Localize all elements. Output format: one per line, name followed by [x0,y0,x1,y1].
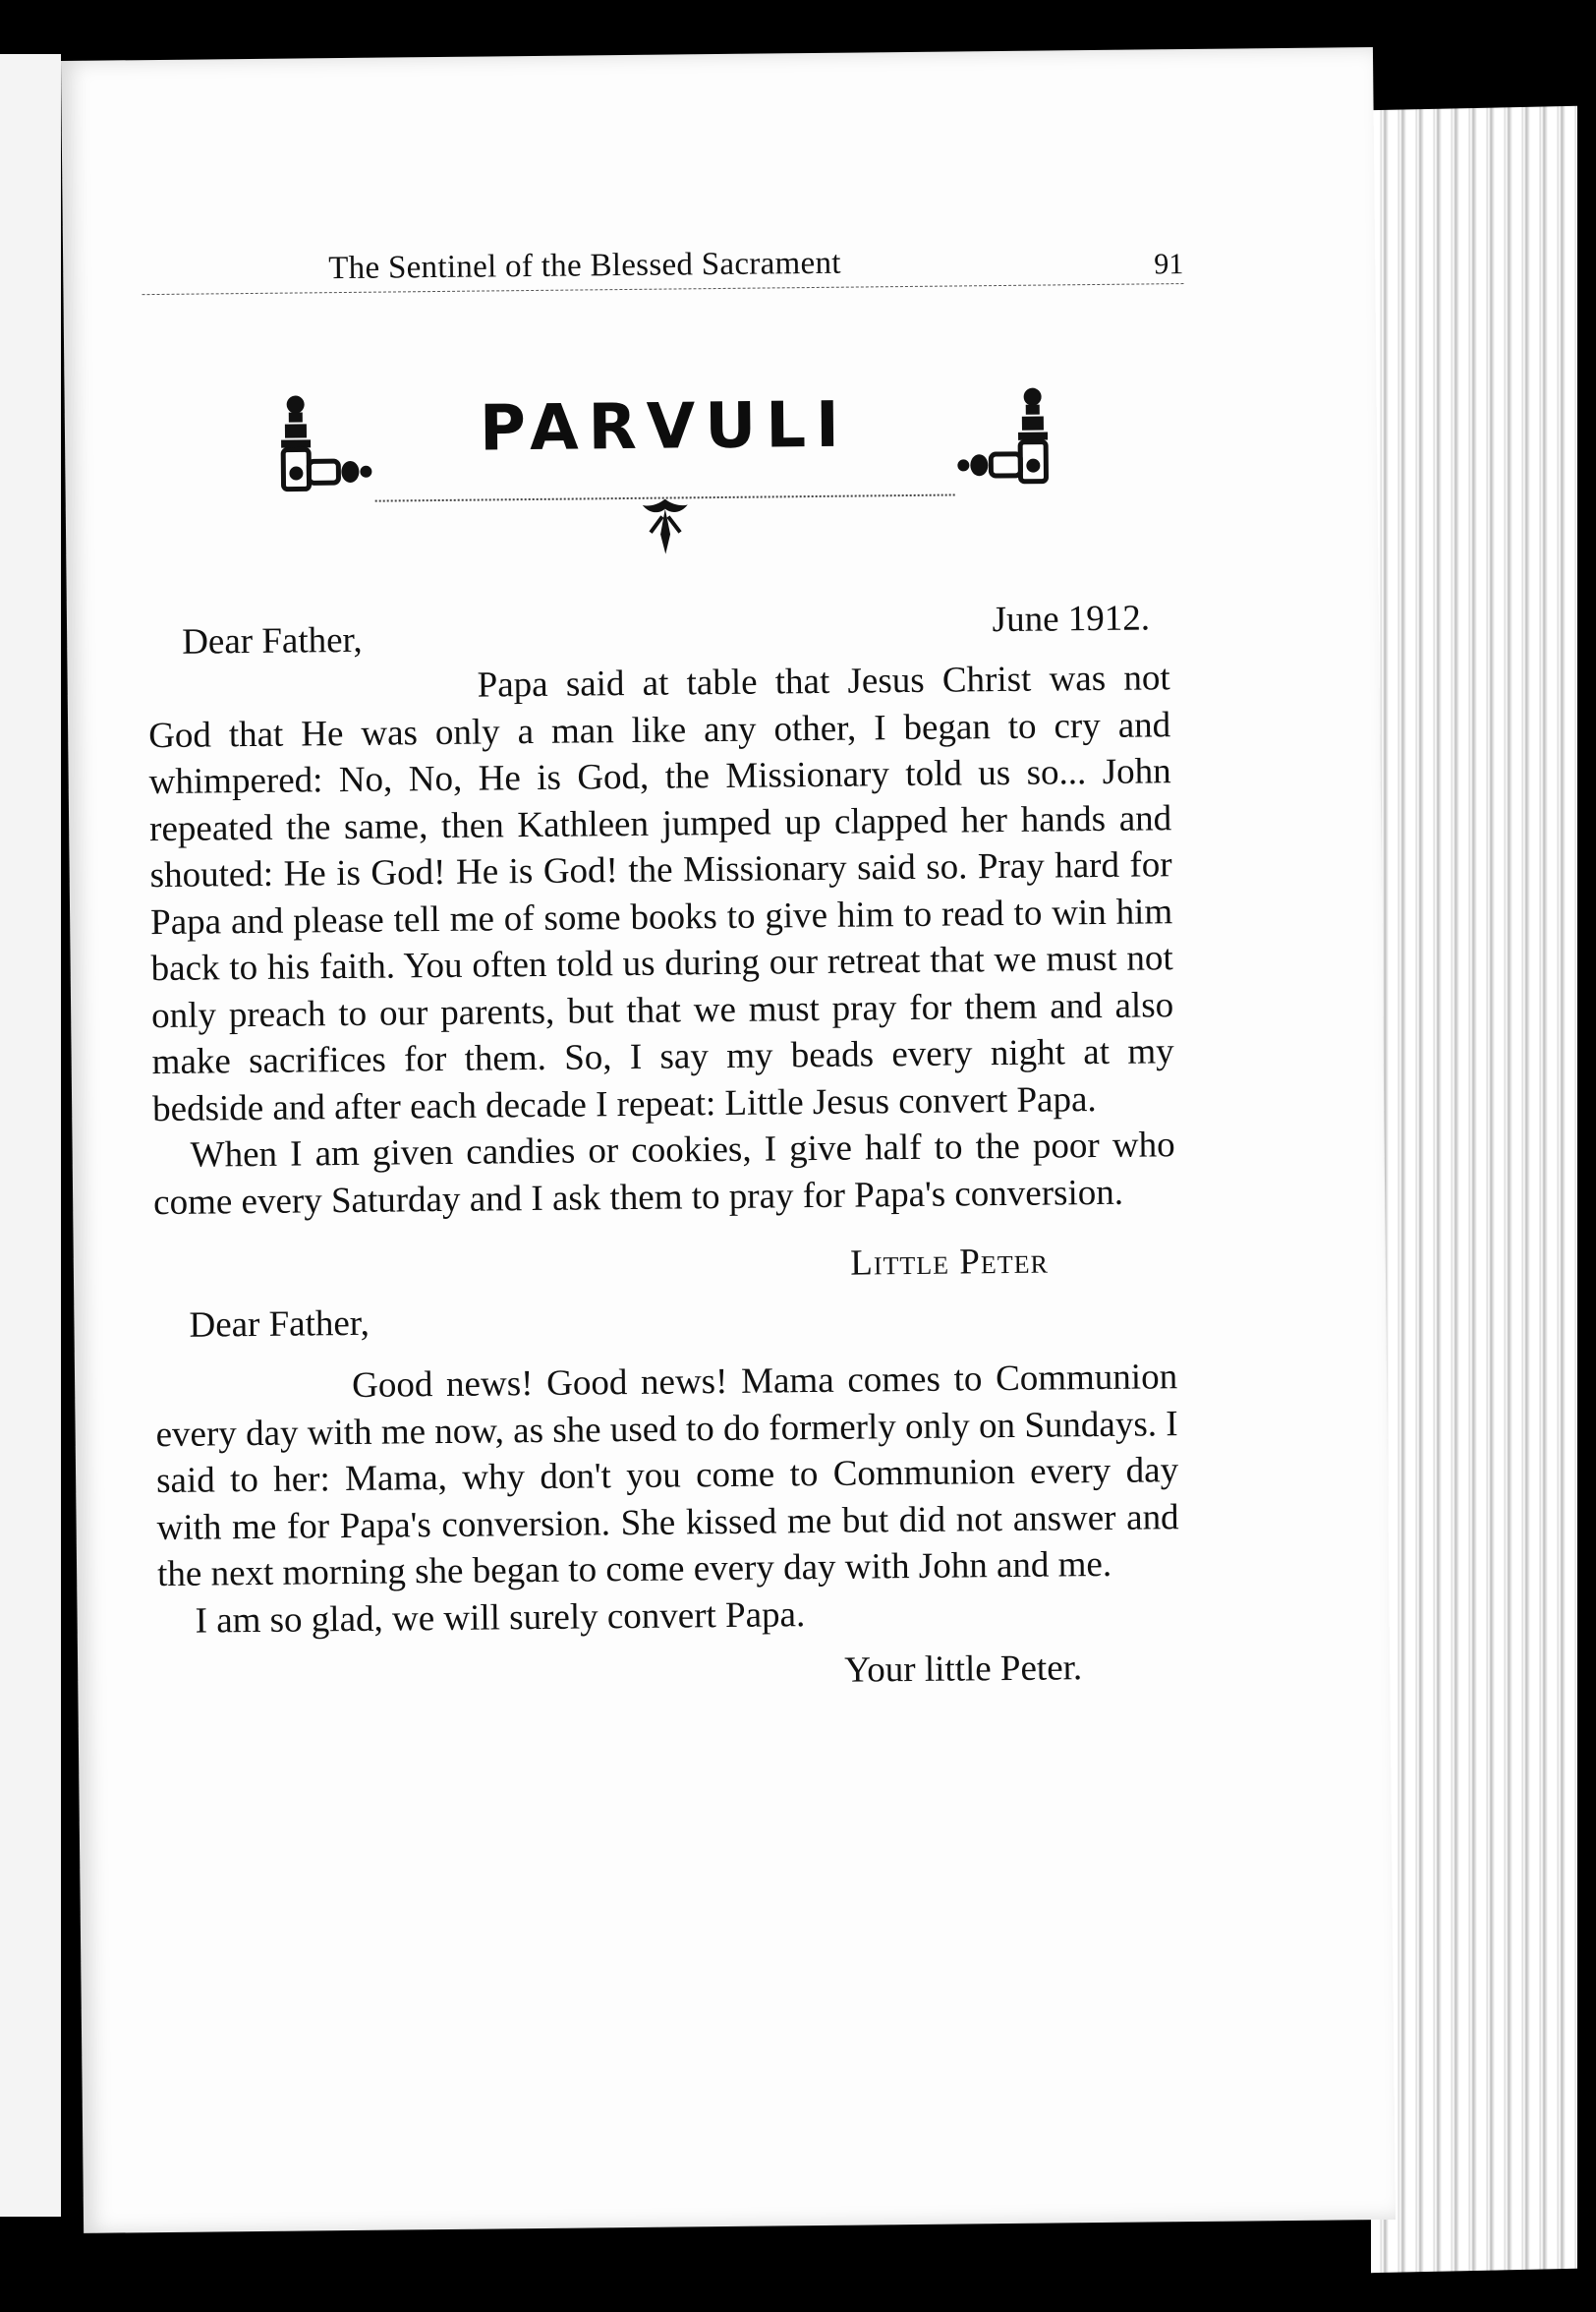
header-rule [142,283,1183,295]
running-head [142,236,1184,306]
book-page-edges [1371,106,1577,2273]
letter-date: June 1912. [992,598,1151,641]
page-number: 91 [1154,248,1184,281]
leaf-ornament-icon [641,494,691,556]
running-title: The Sentinel of the Blessed Sacrament [328,245,841,287]
adjacent-page-edge [0,54,61,2217]
letters-body [147,595,1181,1701]
heading-title: PARVULI [479,388,850,466]
signature: Little Peter [850,1241,1050,1284]
paragraph: Papa said at table that Jesus Christ was not God that He was only a man like any other, I began to cry and whimpered: No, No, He is God, the Missionary told us so... John repeated the same, then Kathleen jumped up clapped her hands and shouted: He is God! He is God! the Missionary said so. Pray hard for Papa and please tell me of some books to give him to read to win him back to his faith. You often told us during our retreat that we must not only preach to our parents, but that we must pray for them and also make sacrifices for them. So, I say my beads every night at my bedside and after each decade I repeat: Little Jesus convert Papa. [147,658,1174,1129]
corner-ornament-right-icon [949,384,1068,493]
paragraph: Good news! Good news! Mama comes to Communion every day with me now, as she used to do formerly only on Sundays. I said to her: Mama, why don't you come to Communion every day with me for Papa's conversion. She kissed me but did not answer and the next morning she began to come every day with John and me. [155,1357,1179,1595]
section-heading [261,384,1069,560]
salutation: Dear Father, [189,1302,370,1346]
paragraph: When I am given candies or cookies, I give half to the poor who come every Saturday and I ask them to pray for Papa's conversion. [152,1125,1175,1223]
salutation: Dear Father, [181,619,363,663]
book-page [61,47,1396,2233]
closing-signature: Your little Peter. [844,1647,1083,1691]
paragraph: I am so glad, we will surely convert Papa. [195,1593,806,1642]
